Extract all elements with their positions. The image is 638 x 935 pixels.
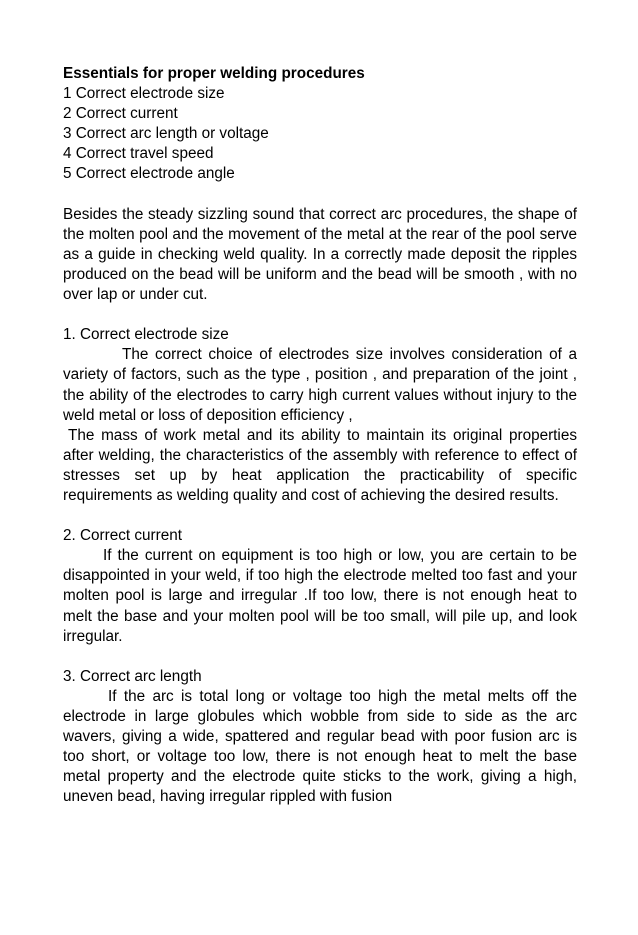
section-body-electrode-size: The correct choice of electrodes size involves consideration of a variety of factors, such as the type , position , and preparation of the joint , the ability of the electrodes to carry high current values without injury to the weld metal or loss of deposition efficiency , bbox=[63, 346, 577, 424]
list-item: 5 Correct electrode angle bbox=[63, 165, 235, 183]
document-title: Essentials for proper welding procedures bbox=[63, 65, 365, 82]
document-page bbox=[63, 64, 577, 807]
spacer bbox=[63, 506, 577, 526]
list-item: 3 Correct arc length or voltage bbox=[63, 125, 269, 143]
list-item: 4 Correct travel speed bbox=[63, 145, 214, 163]
intro-paragraph: Besides the steady sizzling sound that correct arc procedures, the shape of the molten pool and the movement of the metal at the rear of the pool serve as a guide in checking weld quality. In a correctly made deposit the ripples produced on the bead will be uniform and the bead will be smooth , with no over lap or under cut. bbox=[63, 205, 577, 304]
spacer bbox=[63, 647, 577, 667]
section-body-current: If the current on equipment is too high or low, you are certain to be disappointed in your weld, if too high the electrode melted too fast and your molten pool is large and irregular .If too low, there is not enough heat to melt the base and your molten pool will be too small, will pile up, and look irregular. bbox=[63, 547, 577, 645]
section-heading-arc-length: 3. Correct arc length bbox=[63, 667, 202, 685]
spacer bbox=[63, 305, 577, 325]
essentials-list bbox=[63, 84, 577, 184]
section-body-arc-length: If the arc is total long or voltage too high the metal melts off the electrode in large globules which wobble from side to side as the arc wavers, giving a wide, spattered and regular bead with poor fusion arc is too short, or voltage too low, there is not enough heat to melt the base metal property and the electrode quite sticks to the work, giving a high, uneven bead, having irregular rippled with fusion bbox=[63, 687, 577, 806]
section-heading-electrode-size: 1. Correct electrode size bbox=[63, 326, 229, 344]
list-item: 1 Correct electrode size bbox=[63, 85, 225, 103]
section-body-electrode-size-continued: The mass of work metal and its ability to maintain its original properties after welding, the characteristics of the assembly with reference to effect of stresses set up by heat application the practicability of specific requirements as welding quality and cost of achieving the desired results. bbox=[63, 426, 577, 504]
section-heading-current: 2. Correct current bbox=[63, 527, 183, 545]
spacer bbox=[63, 185, 577, 205]
list-item: 2 Correct current bbox=[63, 105, 178, 123]
